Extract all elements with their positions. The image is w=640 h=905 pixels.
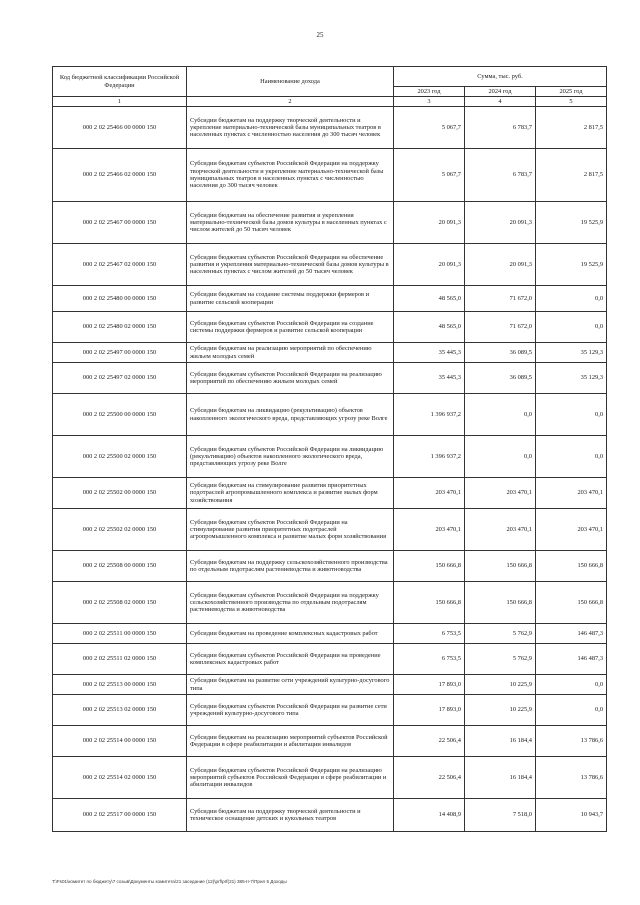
budget-code-cell: 000 2 02 25502 02 0000 150 [53,509,187,551]
amount-2023-cell: 150 666,8 [394,551,465,582]
amount-2025-cell: 13 786,6 [536,757,607,799]
budget-code-cell: 000 2 02 25508 02 0000 150 [53,582,187,624]
revenue-name-cell: Субсидии бюджетам субъектов Российской Федерации на стимулирование развития приоритетных подотраслей агропромышленного комплекса и развитие малых форм хозяйствования [187,509,394,551]
amount-2025-cell: 150 666,8 [536,551,607,582]
table-row [53,202,607,244]
amount-2024-cell: 7 518,0 [465,799,536,832]
budget-code-cell: 000 2 02 25480 00 0000 150 [53,286,187,312]
header-name: Наименование дохода [187,67,394,97]
header-year-2025: 2025 год [536,87,607,97]
table-row [53,244,607,286]
amount-2025-cell: 0,0 [536,675,607,695]
revenue-name-cell: Субсидии бюджетам субъектов Российской Федерации на поддержку творческой деятельности и укрепление материально-технической базы муниципальных театров в населенных пунктах с численностью населения до 300 тысяч человек [187,149,394,202]
amount-2025-cell: 2 817,5 [536,149,607,202]
table-row [53,436,607,478]
amount-2024-cell: 203 470,1 [465,478,536,509]
table-row [53,478,607,509]
amount-2023-cell: 20 091,3 [394,202,465,244]
amount-2025-cell: 19 525,9 [536,244,607,286]
amount-2024-cell: 36 089,5 [465,363,536,394]
amount-2025-cell: 0,0 [536,436,607,478]
amount-2025-cell: 0,0 [536,394,607,436]
table-row [53,551,607,582]
amount-2025-cell: 203 470,1 [536,509,607,551]
amount-2024-cell: 150 666,8 [465,551,536,582]
amount-2023-cell: 35 445,3 [394,343,465,363]
amount-2023-cell: 48 565,0 [394,312,465,343]
amount-2024-cell: 0,0 [465,394,536,436]
amount-2023-cell: 17 893,0 [394,675,465,695]
header-sum: Сумма, тыс. руб. [394,67,607,87]
amount-2025-cell: 203 470,1 [536,478,607,509]
amount-2023-cell: 203 470,1 [394,478,465,509]
amount-2023-cell: 6 753,5 [394,624,465,644]
budget-code-cell: 000 2 02 25467 00 0000 150 [53,202,187,244]
table-row [53,286,607,312]
header-code: Код бюджетной классификации Российской Федерации [53,67,187,97]
amount-2023-cell: 35 445,3 [394,363,465,394]
amount-2024-cell: 71 672,0 [465,286,536,312]
table-row [53,582,607,624]
revenue-name-cell: Субсидии бюджетам субъектов Российской Федерации на поддержку сельскохозяйственного производства по отдельным подотраслям растениеводства и животноводства [187,582,394,624]
amount-2025-cell: 146 487,3 [536,644,607,675]
revenue-name-cell: Субсидии бюджетам на поддержку сельскохозяйственного производства по отдельным подотраслям растениеводства и животноводства [187,551,394,582]
amount-2024-cell: 5 762,9 [465,644,536,675]
amount-2025-cell: 19 525,9 [536,202,607,244]
amount-2023-cell: 20 091,3 [394,244,465,286]
table-body [53,107,607,832]
amount-2023-cell: 6 753,5 [394,644,465,675]
amount-2024-cell: 5 762,9 [465,624,536,644]
amount-2024-cell: 203 470,1 [465,509,536,551]
revenue-name-cell: Субсидии бюджетам субъектов Российской Федерации на создание системы поддержки фермеров и развитие сельской кооперации [187,312,394,343]
amount-2025-cell: 146 487,3 [536,624,607,644]
amount-2024-cell: 16 184,4 [465,726,536,757]
budget-code-cell: 000 2 02 25513 00 0000 150 [53,675,187,695]
header-year-2024: 2024 год [465,87,536,97]
amount-2023-cell: 203 470,1 [394,509,465,551]
file-path-footer: T:\Fs01\комитет по бюджету\7 созыв\Документы комитета\21 заседание (12)\prf\prf(21) 385-II-7\Прил 5 Доходы [52,879,287,884]
amount-2025-cell: 0,0 [536,312,607,343]
table-row [53,149,607,202]
budget-code-cell: 000 2 02 25497 00 0000 150 [53,343,187,363]
revenue-name-cell: Субсидии бюджетам на создание системы поддержки фермеров и развитие сельской кооперации [187,286,394,312]
amount-2023-cell: 150 666,8 [394,582,465,624]
revenue-name-cell: Субсидии бюджетам субъектов Российской Федерации на обеспечение развития и укрепления материально-технической базы домов культуры в населенных пунктах с числом жителей до 50 тысяч человек [187,244,394,286]
budget-code-cell: 000 2 02 25508 00 0000 150 [53,551,187,582]
amount-2025-cell: 35 129,3 [536,363,607,394]
table-row [53,343,607,363]
amount-2023-cell: 5 067,7 [394,107,465,149]
table-row [53,799,607,832]
table-row [53,312,607,343]
amount-2024-cell: 36 089,5 [465,343,536,363]
amount-2025-cell: 35 129,3 [536,343,607,363]
revenue-name-cell: Субсидии бюджетам на реализацию мероприятий по обеспечению жильем молодых семей [187,343,394,363]
budget-code-cell: 000 2 02 25500 02 0000 150 [53,436,187,478]
amount-2023-cell: 5 067,7 [394,149,465,202]
revenue-name-cell: Субсидии бюджетам на поддержку творческой деятельности и техническое оснащение детских и кукольных театров [187,799,394,832]
table-row [53,675,607,695]
budget-revenue-table [52,66,607,832]
table-row [53,757,607,799]
amount-2023-cell: 22 506,4 [394,726,465,757]
amount-2024-cell: 6 783,7 [465,107,536,149]
revenue-name-cell: Субсидии бюджетам субъектов Российской Федерации на реализацию мероприятий субъектов Российской Федерации в сфере реабилитации и абилитации инвалидов [187,757,394,799]
revenue-name-cell: Субсидии бюджетам на реализацию мероприятий субъектов Российской Федерации в сфере реабилитации и абилитации инвалидов [187,726,394,757]
table-row [53,624,607,644]
page-number: 25 [316,31,324,39]
amount-2025-cell: 10 943,7 [536,799,607,832]
table-row [53,695,607,726]
table-row [53,726,607,757]
amount-2025-cell: 0,0 [536,286,607,312]
budget-code-cell: 000 2 02 25517 00 0000 150 [53,799,187,832]
table-row [53,644,607,675]
amount-2025-cell: 13 786,6 [536,726,607,757]
col-number-1: 1 [53,97,187,107]
revenue-name-cell: Субсидии бюджетам на обеспечение развития и укрепления материально-технической базы домов культуры в населенных пунктах с числом жителей до 50 тысяч человек [187,202,394,244]
amount-2025-cell: 2 817,5 [536,107,607,149]
revenue-name-cell: Субсидии бюджетам субъектов Российской Федерации на проведение комплексных кадастровых работ [187,644,394,675]
amount-2024-cell: 6 783,7 [465,149,536,202]
budget-code-cell: 000 2 02 25500 00 0000 150 [53,394,187,436]
revenue-name-cell: Субсидии бюджетам на ликвидацию (рекультивацию) объектов накопленного экологического вреда, представляющих угрозу реке Волге [187,394,394,436]
budget-code-cell: 000 2 02 25511 00 0000 150 [53,624,187,644]
budget-code-cell: 000 2 02 25502 00 0000 150 [53,478,187,509]
revenue-name-cell: Субсидии бюджетам на проведение комплексных кадастровых работ [187,624,394,644]
col-number-5: 5 [536,97,607,107]
header-year-2023: 2023 год [394,87,465,97]
revenue-name-cell: Субсидии бюджетам на стимулирование развития приоритетных подотраслей агропромышленного комплекса и развитие малых форм хозяйствования [187,478,394,509]
budget-code-cell: 000 2 02 25480 02 0000 150 [53,312,187,343]
amount-2024-cell: 10 225,9 [465,675,536,695]
col-number-4: 4 [465,97,536,107]
amount-2023-cell: 1 396 937,2 [394,436,465,478]
budget-code-cell: 000 2 02 25514 00 0000 150 [53,726,187,757]
amount-2025-cell: 0,0 [536,695,607,726]
budget-code-cell: 000 2 02 25467 02 0000 150 [53,244,187,286]
revenue-name-cell: Субсидии бюджетам субъектов Российской Федерации на реализацию мероприятий по обеспечению жильем молодых семей [187,363,394,394]
table-row [53,509,607,551]
amount-2023-cell: 14 408,9 [394,799,465,832]
amount-2023-cell: 48 565,0 [394,286,465,312]
amount-2025-cell: 150 666,8 [536,582,607,624]
budget-code-cell: 000 2 02 25513 02 0000 150 [53,695,187,726]
amount-2024-cell: 16 184,4 [465,757,536,799]
revenue-name-cell: Субсидии бюджетам на поддержку творческой деятельности и укрепление материально-технической базы муниципальных театров в населенных пунктах с численностью населения до 300 тысяч человек [187,107,394,149]
budget-code-cell: 000 2 02 25511 02 0000 150 [53,644,187,675]
table-row [53,107,607,149]
budget-code-cell: 000 2 02 25497 02 0000 150 [53,363,187,394]
table-row [53,363,607,394]
amount-2024-cell: 0,0 [465,436,536,478]
amount-2024-cell: 10 225,9 [465,695,536,726]
revenue-name-cell: Субсидии бюджетам на развитие сети учреждений культурно-досугового типа [187,675,394,695]
table-row [53,394,607,436]
amount-2024-cell: 71 672,0 [465,312,536,343]
amount-2024-cell: 20 091,3 [465,244,536,286]
revenue-name-cell: Субсидии бюджетам субъектов Российской Федерации на ликвидацию (рекультивацию) объектов накопленного экологического вреда, представляющих угрозу реке Волге [187,436,394,478]
col-number-2: 2 [187,97,394,107]
budget-code-cell: 000 2 02 25466 00 0000 150 [53,107,187,149]
amount-2023-cell: 22 506,4 [394,757,465,799]
amount-2023-cell: 17 893,0 [394,695,465,726]
amount-2023-cell: 1 396 937,2 [394,394,465,436]
budget-code-cell: 000 2 02 25466 02 0000 150 [53,149,187,202]
budget-code-cell: 000 2 02 25514 02 0000 150 [53,757,187,799]
amount-2024-cell: 20 091,3 [465,202,536,244]
amount-2024-cell: 150 666,8 [465,582,536,624]
col-number-3: 3 [394,97,465,107]
revenue-name-cell: Субсидии бюджетам субъектов Российской Федерации на развитие сети учреждений культурно-досугового типа [187,695,394,726]
